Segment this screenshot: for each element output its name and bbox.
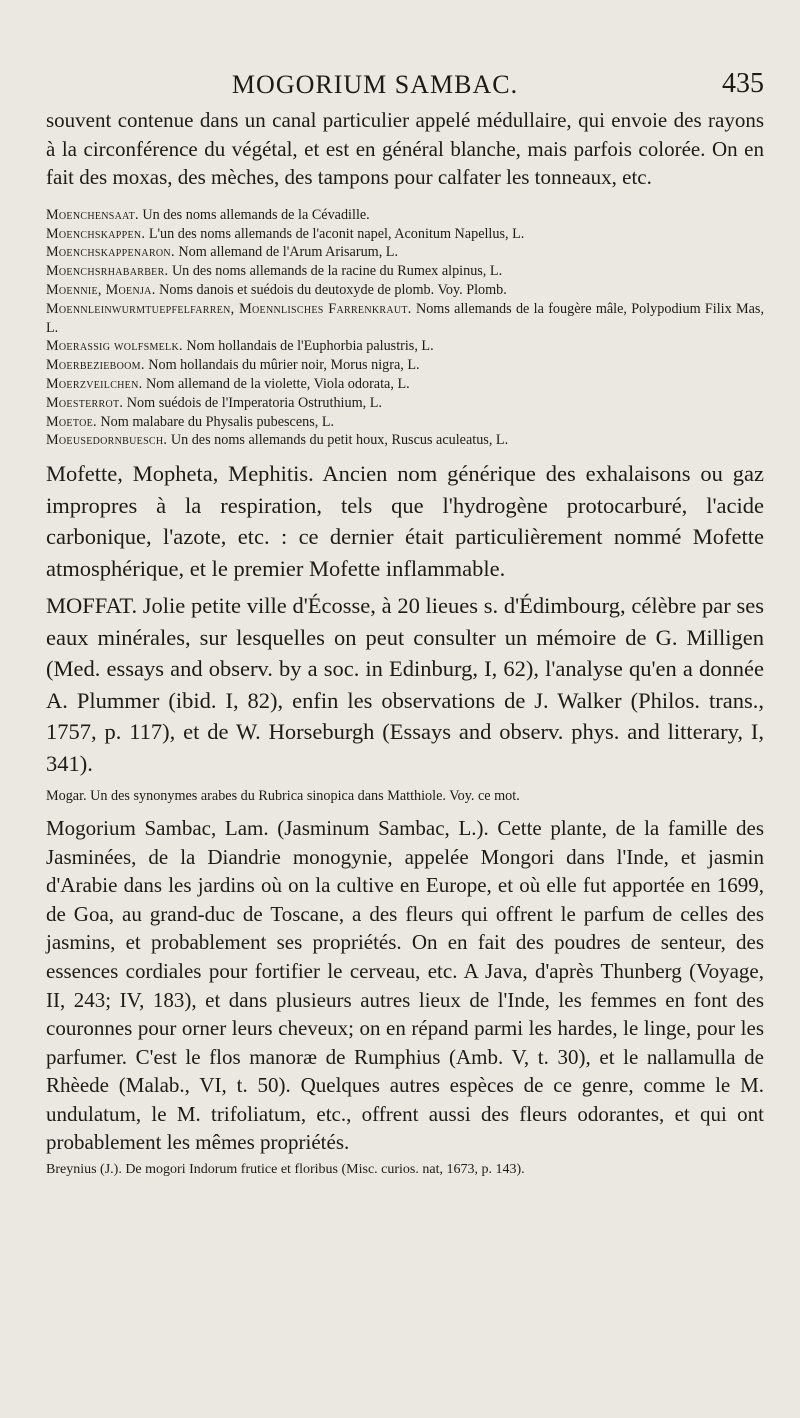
entry-moetoe xyxy=(46,413,764,432)
entry-headword: Moerassig wolfsmelk. xyxy=(46,338,183,355)
bibliographic-reference: Breynius (J.). De mogori Indorum frutice et floribus (Misc. curios. nat, 1673, p. 143). xyxy=(46,1162,525,1178)
paragraph-continuation: souvent contenue dans un canal particulier appelé médullaire, qui envoie des rayons à la circonférence du végétal, et est en général blanche, mais parfois colorée. On en fait des moxas, des mèches, des tampons pour calfater les tonneaux, etc. xyxy=(46,108,764,190)
entry-headword: Moenchensaat. xyxy=(46,206,139,223)
entry-text: Noms allemands de la fougère mâle, Polypodium Filix Mas, L. xyxy=(46,300,764,336)
entry-headword: Moeusedornbuesch. xyxy=(46,432,168,449)
page-header xyxy=(46,70,764,106)
entry-moenchsrhabarber xyxy=(46,262,764,281)
entry-headword: Moenchskappen. xyxy=(46,225,146,242)
entry-headword: Moesterrot. xyxy=(46,394,124,411)
entry-text: Nom allemand de la violette, Viola odorata, L. xyxy=(146,375,410,392)
entry-text: Un des noms allemands de la Cévadille. xyxy=(142,206,370,223)
running-head: MOGORIUM SAMBAC. xyxy=(231,70,519,99)
page-number: 435 xyxy=(722,68,764,99)
entry-moenchensaat xyxy=(46,206,764,225)
entry-headword: Moerbezieboom. xyxy=(46,357,145,374)
entry-text: Noms danois et suédois du deutoxyde de plomb. Voy. Plomb. xyxy=(159,281,507,298)
entry-moffat: MOFFAT. Jolie petite ville d'Écosse, à 20 lieues s. d'Édimbourg, célèbre par ses eaux minérales, sur lesquelles on peut consulter un mémoire de G. Milligen (Med. essays and observ. by a soc. in Edinburg, I, 62), l'analyse qu'en a donnée A. Plummer (ibid. I, 82), enfin les observations de J. Walker (Philos. trans., 1757, p. 117), et de W. Horseburgh (Essays and observ. phys. and litterary, I, 341). xyxy=(46,593,764,776)
entry-headword: Moennie, Moenja. xyxy=(46,281,156,298)
entry-text: Nom hollandais du mûrier noir, Morus nigra, L. xyxy=(148,357,420,374)
entry-moennleinwurm xyxy=(46,300,764,338)
entry-headword: Moerzveilchen. xyxy=(46,375,143,392)
entry-moenchskappenaron xyxy=(46,243,764,262)
entry-moerzveilchen xyxy=(46,375,764,394)
entry-headword: Moenchsrhabarber. xyxy=(46,263,169,280)
entry-text: Nom allemand de l'Arum Arisarum, L. xyxy=(178,244,399,261)
entry-moesterrot xyxy=(46,394,764,413)
entry-headword: Moenchskappenaron. xyxy=(46,244,175,261)
entry-mofette: Mofette, Mopheta, Mephitis. Ancien nom générique des exhalaisons ou gaz impropres à la respiration, tels que l'hydrogène protocarburé, l'acide carbonique, l'azote, etc. : ce dernier était particulièrement nommé Mofette atmosphérique, et le premier Mofette inflammable. xyxy=(46,461,764,581)
entry-headword: Moennleinwurmtuepfelfarren, Moennlisches Farrenkraut. xyxy=(46,300,412,317)
entry-mogar: Mogar. Un des synonymes arabes du Rubrica sinopica dans Matthiole. Voy. ce mot. xyxy=(46,788,520,805)
entry-text: Nom malabare du Physalis pubescens, L. xyxy=(100,413,335,430)
entry-text: L'un des noms allemands de l'aconit napel, Aconitum Napellus, L. xyxy=(148,225,525,242)
entry-text: Nom hollandais de l'Euphorbia palustris, L. xyxy=(186,338,434,355)
entry-moerbezieboom xyxy=(46,356,764,375)
entry-moenchskappen xyxy=(46,225,764,244)
entry-headword: Moetoe. xyxy=(46,413,97,430)
entry-list xyxy=(46,206,764,450)
entry-moennie xyxy=(46,281,764,300)
entry-moeusedornbuesch xyxy=(46,431,764,450)
entry-mogorium-sambac: Mogorium Sambac, Lam. (Jasminum Sambac, L.). Cette plante, de la famille des Jasminées, de la Diandrie monogynie, appelée Mongori dans l'Inde, et jasmin d'Arabie dans les jardins où on la cultive en Europe, et où elle fut apportée en 1699, de Goa, au grand-duc de Toscane, a des fleurs qui offrent le parfum de celles des jasmins, et probablement ses propriétés. On en fait des poudres de senteur, des essences cordiales pour fortifier le cerveau, etc. A Java, d'après Thunberg (Voyage, II, 243; IV, 183), et dans plusieurs autres lieux de l'Inde, les femmes en font des couronnes pour orner leurs cheveux; on en répand parmi les hardes, le linge, pour les parfumer. C'est le flos manoræ de Rumphius (Amb. V, t. 30), et le nallamulla de Rhèede (Malab., VI, t. 50). Quelques autres espèces de ce genre, comme le M. undulatum, le M. trifoliatum, etc., offrent aussi des fleurs odorantes, et qui ont probablement les mêmes propriétés. xyxy=(46,815,764,1155)
entry-text: Nom suédois de l'Imperatoria Ostruthium, L. xyxy=(126,394,382,411)
entry-text: Un des noms allemands de la racine du Rumex alpinus, L. xyxy=(171,263,503,280)
entry-moerassig xyxy=(46,337,764,356)
entry-text: Un des noms allemands du petit houx, Ruscus aculeatus, L. xyxy=(170,432,509,449)
